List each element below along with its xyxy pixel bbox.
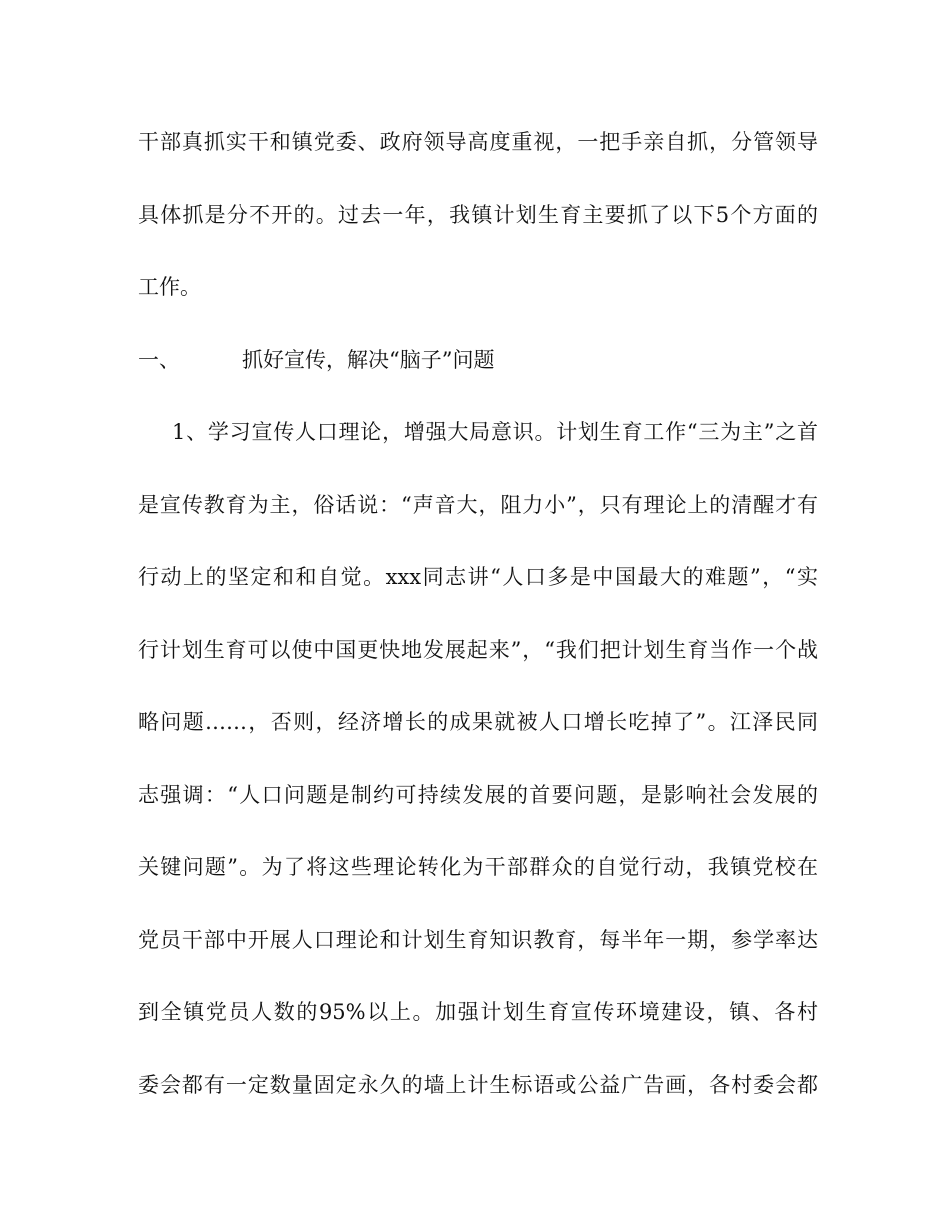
paragraph-1-line-1: 干部真抓实干和镇党委、政府领导高度重视，一把手亲自抓，分管领导 bbox=[138, 130, 818, 154]
paragraph-2-line-2: 是宣传教育为主，俗话说：“声音大，阻力小”，只有理论上的清醒才有 bbox=[138, 493, 818, 517]
paragraph-1-line-2: 具体抓是分不开的。过去一年，我镇计划生育主要抓了以下5个方面的 bbox=[138, 203, 818, 227]
paragraph-2-line-4: 行计划生育可以使中国更快地发展起来”，“我们把计划生育当作一个战 bbox=[138, 638, 818, 662]
section-heading-number: 一、 bbox=[138, 348, 180, 372]
paragraph-2-line-7: 关键问题”。为了将这些理论转化为干部群众的自觉行动，我镇党校在 bbox=[138, 855, 818, 879]
paragraph-2-line-6: 志强调：“人口问题是制约可持续发展的首要问题，是影响社会发展的 bbox=[138, 783, 818, 807]
paragraph-2-line-10: 委会都有一定数量固定永久的墙上计生标语或公益广告画，各村委会都 bbox=[138, 1073, 818, 1097]
paragraph-2-line-8: 党员干部中开展人口理论和计划生育知识教育，每半年一期，参学率达 bbox=[138, 928, 818, 952]
paragraph-2-line-1: 1、学习宣传人口理论，增强大局意识。计划生育工作“三为主”之首 bbox=[172, 420, 818, 444]
section-heading-title: 抓好宣传，解决“脑子”问题 bbox=[242, 348, 495, 372]
paragraph-2-line-3: 行动上的坚定和和自觉。xxx同志讲“人口多是中国最大的难题”，“实 bbox=[138, 565, 818, 589]
paragraph-2-line-5: 略问题……，否则，经济增长的成果就被人口增长吃掉了”。江泽民同 bbox=[138, 710, 818, 734]
paragraph-1-line-3: 工作。 bbox=[138, 275, 201, 299]
paragraph-2-line-9: 到全镇党员人数的95%以上。加强计划生育宣传环境建设，镇、各村 bbox=[138, 1000, 818, 1024]
